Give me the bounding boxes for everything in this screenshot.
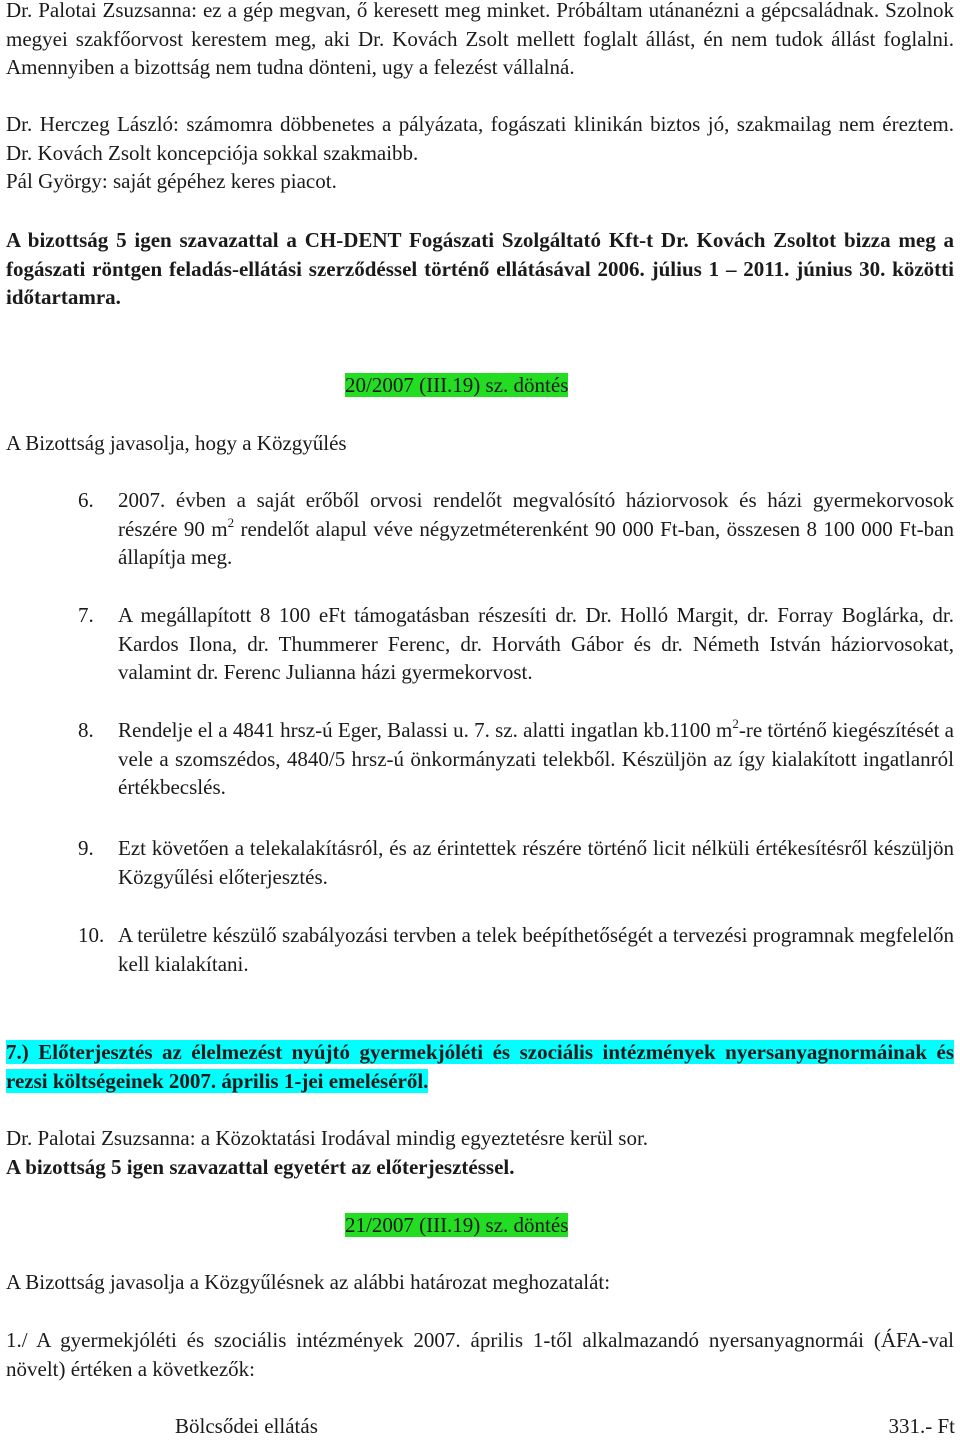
list-item-text: 2007. évben a saját erőből orvosi rendelőt megvalósító háziorvosok és házi gyermekorvosok részére 90 $m^2$ rendelőt alapul véve négyzetméterenként 90 000 Ft-ban, összesen 8 100 000 Ft-ban állapítja meg. [118, 488, 954, 569]
decision-number-20 [345, 371, 568, 400]
paragraph-palotai-1: Dr. Palotai Zsuzsanna: ez a gép megvan, ő keresett meg minket. Próbáltam utánanézni a gépcsaládnak. Szolnok megyei szakfőorvost kerestem meg, aki Dr. Kovách Zsolt mellett foglalt állást, én nem tudok állást foglalni. Amennyiben a bizottság nem tudna dönteni, ugy a felezést vállalná. [6, 0, 954, 79]
list-item-text: A területre készülő szabályozási tervben a telek beépíthetőségét a tervezési programnak megfelelőn kell kialakítani. [118, 923, 954, 976]
list-item-8 [78, 716, 954, 802]
list-item-10 [78, 921, 954, 978]
list-item-number: 9. [78, 836, 94, 860]
section-heading-highlight: 7.) Előterjesztés az élelmezést nyújtó gyermekjóléti és szociális intézmények nyersanyagnormáinak és rezsi költségeinek 2007. április 1-jei emeléséről. [6, 1040, 954, 1093]
list-item-text: Rendelje el a 4841 hrsz-ú Eger, Balassi u. 7. sz. alatti ingatlan kb.1100 $m^2-re$ történő kiegészítését a vele a szomszédos, 4840/5 hrsz-ú önkormányzati telekből. Készüljön az így kialakított ingatlanról értékbecslés. [118, 716, 954, 799]
table-row-value: 331.- Ft [888, 1414, 955, 1438]
list-item-number: 10. [78, 923, 105, 947]
list-item-number: 8. [78, 718, 94, 742]
resolution-point-1: 1./ A gyermekjóléti és szociális intézmények 2007. április 1-től alkalmazandó nyersanyagnormái (ÁFA-val növelt) értéken a következők: [6, 1328, 954, 1381]
paragraph-pal-gyorgy: Pál György: saját gépéhez keres piacot. [6, 169, 337, 193]
list-item-6 [78, 486, 954, 572]
list-item-number: 7. [78, 603, 94, 627]
paragraph-vote-1: A bizottság 5 igen szavazattal a CH-DENT Fogászati Szolgáltató Kft-t Dr. Kovách Zsoltot bizza meg a fogászati röntgen feladás-ellátási szerződéssel történő ellátásával 2006. július 1 – 2011. június 30. közötti időtartamra. [6, 228, 954, 309]
list-item-number: 6. [78, 488, 94, 512]
decision-highlight: 21/2007 (III.19) sz. döntés [345, 1213, 569, 1237]
list-item-text: A megállapított 8 100 eFt támogatásban részesíti dr. Dr. Holló Margit, dr. Forray Boglárka, dr. Kardos Ilona, dr. Thummerer Ferenc, dr. Horváth Gábor és dr. Németh István háziorvosokat, valamint dr. Ferenc Julianna házi gyermekorvost. [118, 603, 954, 684]
paragraph-herczeg: Dr. Herczeg László: számomra döbbenetes a pályázata, fogászati klinikán biztos jó, szakmailag nem éreztem. Dr. Kovách Zsolt koncepciója sokkal szakmaibb. [6, 112, 954, 165]
paragraph-palotai-2: Dr. Palotai Zsuzsanna: a Közoktatási Irodával mindig egyeztetésre kerül sor. [6, 1126, 649, 1150]
decision-highlight: 20/2007 (III.19) sz. döntés [345, 373, 569, 397]
decision-number-21 [345, 1211, 568, 1240]
list-item-text: Ezt követően a telekalakításról, és az érintettek részére történő licit nélküli értékesítésről készüljön Közgyűlési előterjesztés. [118, 836, 954, 889]
list-item-9 [78, 834, 954, 891]
paragraph-vote-2: A bizottság 5 igen szavazattal egyetért az előterjesztéssel. [6, 1155, 515, 1179]
recommendation-heading-1: A Bizottság javasolja, hogy a Közgyűlés [6, 431, 347, 455]
section-7-heading [6, 1038, 954, 1095]
list-item-7 [78, 601, 954, 687]
table-row-label: Bölcsődei ellátás [175, 1414, 318, 1438]
recommendation-heading-2: A Bizottság javasolja a Közgyűlésnek az alábbi határozat meghozatalát: [6, 1270, 611, 1294]
